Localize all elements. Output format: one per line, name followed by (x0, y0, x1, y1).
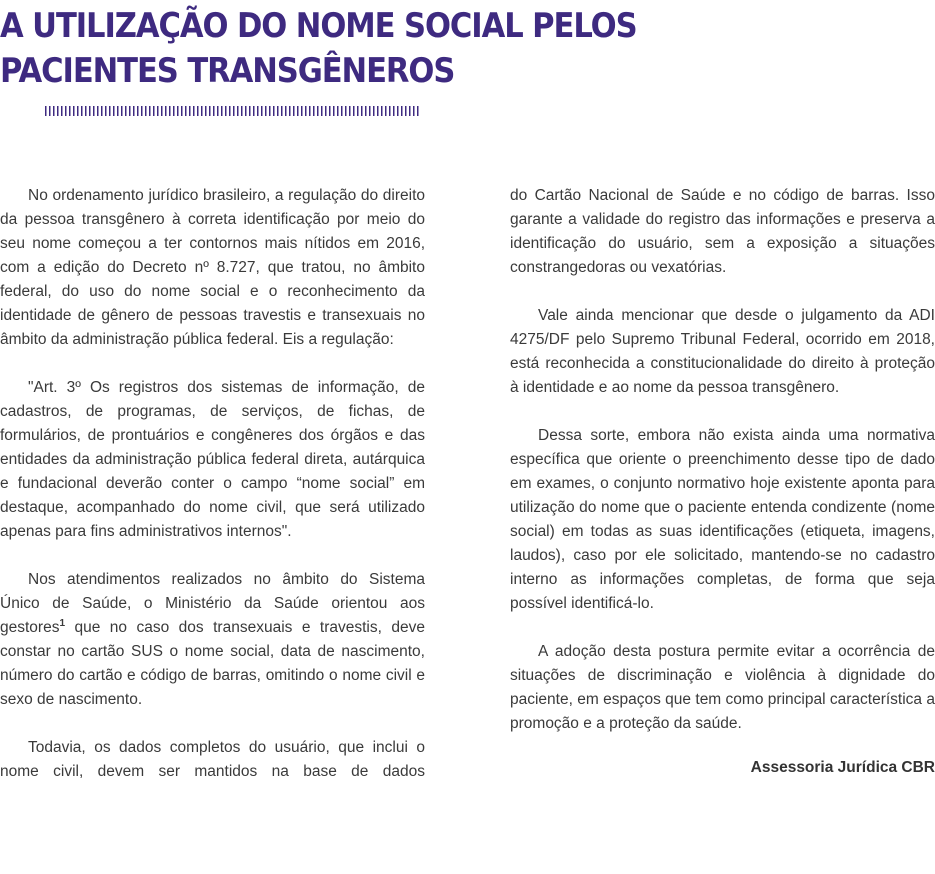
paragraph-adi-4275: Vale ainda mencionar que desde o julgamento da ADI 4275/DF pelo Supremo Tribunal Federal, ocorrido em 2018, está reconhecida a constitucionalidade do direito à proteção à identidade e ao nome da pessoa transgênero. (510, 307, 935, 396)
paragraph-sus-text-end: que no caso dos transexuais e travestis, deve constar no cartão SUS o nome social, data de nascimento, número do cartão e código de barras, omitindo o nome civil e sexo de nascimento. (0, 619, 425, 708)
left-column (0, 184, 425, 808)
right-column (510, 184, 935, 804)
paragraph-art3-quote: "Art. 3º Os registros dos sistemas de informação, de cadastros, de programas, de serviços, de fichas, de formulários, de prontuários e congêneres dos órgãos e das entidades da administração pública federal direta, autárquica e fundacional deverão conter o campo “nome social” em destaque, acompanhado do nome civil, que será utilizado apenas para fins administrativos internos". (0, 379, 425, 540)
article-title-line-2: PACIENTES TRANSGÊNEROS (0, 51, 455, 91)
paragraph-sus-guidance (0, 568, 425, 712)
title-underline-ticks (45, 106, 420, 116)
paragraph-sus-text-start: Nos atendimentos realizados no âmbito do Sistema Único de Saúde, o Ministério da Saúde orientou aos gestores (0, 571, 425, 636)
paragraph-user-data-continued: do Cartão Nacional de Saúde e no código de barras. Isso garante a validade do registro das informações e preserva a identificação do usuário, sem a exposição a situações constrangedoras ou vexatórias. (510, 187, 935, 276)
paragraph-normative: Dessa sorte, embora não exista ainda uma normativa específica que oriente o preenchimento desse tipo de dado em exames, o conjunto normativo hoje existente aponta para utilização do nome que o paciente entenda condizente (nome social) em todas as suas identificações (etiqueta, imagens, laudos), caso por ele solicitado, mantendo-se no cadastro interno as informações completas, de forma que seja possível identificá-lo. (510, 427, 935, 612)
article-title (0, 4, 637, 94)
article-title-line-1: A UTILIZAÇÃO DO NOME SOCIAL PELOS (0, 6, 637, 46)
paragraph-conclusion: A adoção desta postura permite evitar a ocorrência de situações de discriminação e violência à dignidade do paciente, em espaços que tem como principal característica a promoção e a proteção da saúde. (510, 643, 935, 732)
footnote-marker: 1 (59, 617, 66, 629)
paragraph-decree: No ordenamento jurídico brasileiro, a regulação do direito da pessoa transgênero à correta identificação por meio do seu nome começou a ter contornos mais nítidos em 2016, com a edição do Decreto nº 8.727, que tratou, no âmbito federal, do uso do nome social e o reconhecimento da identidade de gênero de pessoas travestis e transexuais no âmbito da administração pública federal. Eis a regulação: (0, 187, 425, 348)
paragraph-user-data: Todavia, os dados completos do usuário, que inclui o nome civil, devem ser mantidos na base de dados (0, 739, 425, 780)
signature: Assessoria Jurídica CBR (750, 759, 935, 776)
